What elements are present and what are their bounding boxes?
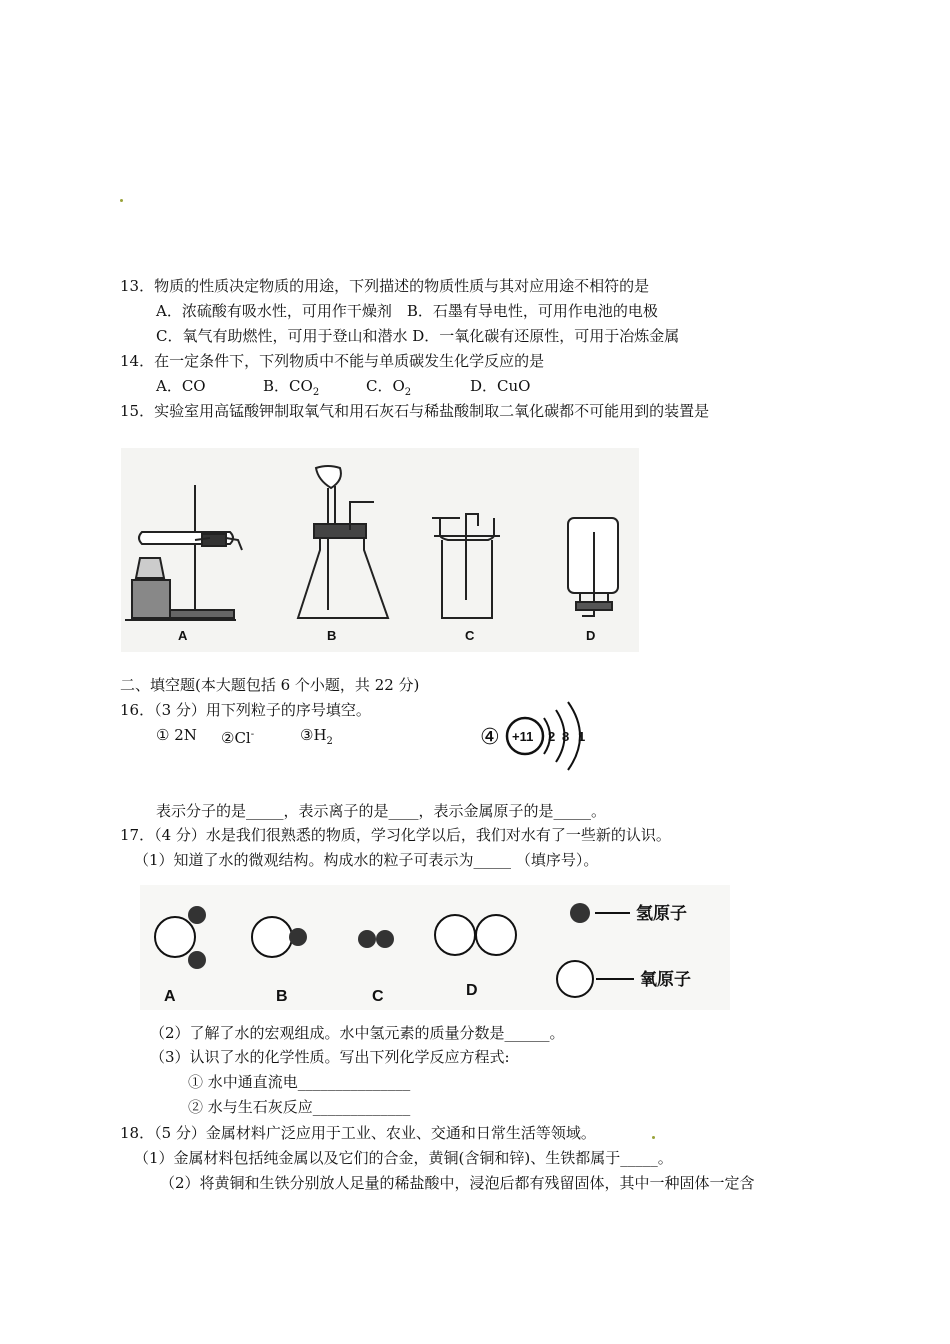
- apparatus-d: [568, 518, 618, 616]
- q17-subquestion-3: （3）认识了水的化学性质。写出下列化学反应方程式:: [150, 1048, 510, 1066]
- legend-hydrogen-icon: [570, 903, 590, 923]
- apparatus-label-c: C: [465, 628, 475, 643]
- q17-subquestion-2: （2）了解了水的宏观组成。水中氢元素的质量分数是______。: [150, 1024, 565, 1042]
- apparatus-label-b: B: [327, 628, 337, 643]
- legend-oxygen-label: 氧原子: [640, 970, 691, 990]
- speck-1: [120, 199, 123, 202]
- q16-particle-3: $③H_2$: [300, 726, 333, 747]
- speck-2: [652, 1136, 655, 1139]
- apparatus-label-a: A: [178, 628, 188, 643]
- q18-subquestion-2: （2）将黄铜和生铁分别放人足量的稀盐酸中，浸泡后都有残留固体，其中一种固体一定含: [160, 1174, 755, 1192]
- atom-shell-2-electrons: 8: [562, 729, 570, 744]
- q18-subquestion-1: （1）金属材料包括纯金属以及它们的合金，黄铜(含铜和锌)、生铁都属于_____。: [134, 1149, 673, 1167]
- model-label-a: A: [164, 988, 176, 1005]
- q14-option-c: C．$O_2$: [366, 377, 412, 398]
- section-2-title: 二、填空题(本大题包括 6 个小题，共 22 分): [120, 676, 420, 694]
- atom-nucleus-charge: +11: [512, 729, 534, 744]
- apparatus-drawing: [120, 440, 640, 655]
- q16-stem: 16．（3 分）用下列粒子的序号填空。: [120, 701, 371, 719]
- q16-particle-1: ① 2N: [156, 726, 197, 744]
- q17-subquestion-3b: ② 水与生石灰反应_____________: [188, 1098, 411, 1116]
- q16-answer-line: 表示分子的是_____，表示离子的是____，表示金属原子的是_____。: [156, 802, 607, 820]
- legend-oxygen-icon: [557, 961, 593, 997]
- apparatus-figure: [120, 440, 640, 655]
- q14-option-b: B．$CO_2$: [263, 377, 320, 398]
- q14-option-d: D．CuO: [470, 377, 531, 395]
- q16-particle-2: ②Cl-: [221, 729, 255, 747]
- water-molecule-figure: [140, 885, 730, 1010]
- model-label-c: C: [372, 988, 384, 1005]
- model-label-b: B: [276, 988, 288, 1005]
- atom-structure-diagram: [478, 690, 618, 780]
- legend-hydrogen-label: 氢原子: [636, 904, 687, 924]
- atom-index: ④: [480, 725, 500, 750]
- atom-shell-3-electrons: 1: [578, 729, 586, 744]
- model-label-d: D: [466, 982, 478, 999]
- q13-options-ab: A．浓硫酸有吸水性，可用作干燥剂 B．石墨有导电性，可用作电池的电极: [156, 302, 658, 320]
- atom-shell-1-electrons: 2: [548, 729, 556, 744]
- q17-subquestion-1: （1）知道了水的微观结构。构成水的粒子可表示为_____ （填序号）。: [134, 851, 599, 869]
- q17-stem: 17．（4 分）水是我们很熟悉的物质，学习化学以后，我们对水有了一些新的认识。: [120, 826, 671, 844]
- q18-stem: 18．（5 分）金属材料广泛应用于工业、农业、交通和日常生活等领域。: [120, 1124, 596, 1142]
- q14-option-a: A．CO: [156, 377, 206, 395]
- apparatus-label-d: D: [586, 628, 596, 643]
- q13-options-cd: C．氧气有助燃性，可用于登山和潜水 D．一氧化碳有还原性，可用于冶炼金属: [156, 327, 680, 345]
- q14-stem: 14．在一定条件下，下列物质中不能与单质碳发生化学反应的是: [120, 352, 545, 370]
- q17-subquestion-3a: ① 水中通直流电_______________: [188, 1073, 411, 1091]
- q15-stem: 15．实验室用高锰酸钾制取氧气和用石灰石与稀盐酸制取二氧化碳都不可能用到的装置是: [120, 402, 710, 420]
- q13-stem: 13．物质的性质决定物质的用途，下列描述的物质性质与其对应用途不相符的是: [120, 277, 650, 295]
